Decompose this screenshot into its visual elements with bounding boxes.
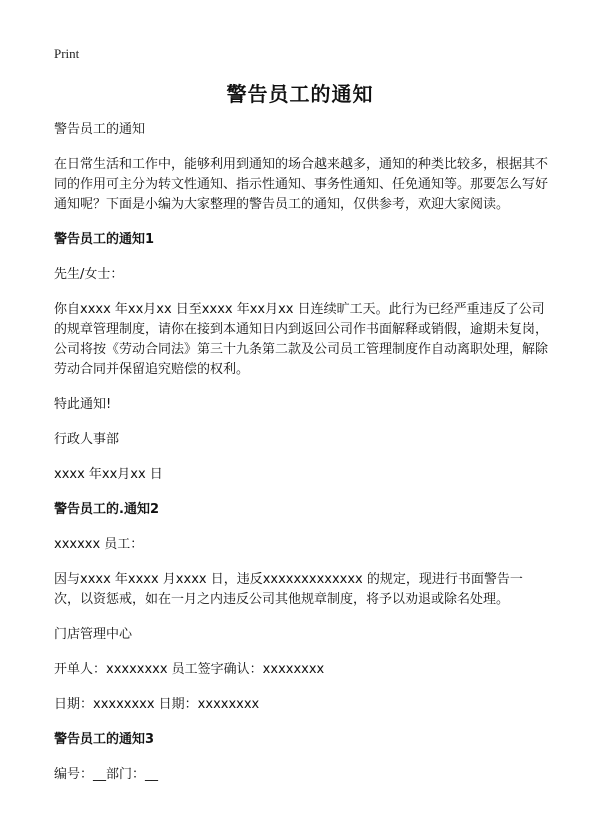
notice-3-heading: 警告员工的通知3 [54, 732, 155, 747]
intro-paragraph: 在日常生活和工作中，能够利用到通知的场合越来越多，通知的种类比较多，根据其不同的作用可主分为转文性通知、指示性通知、事务性通知、任免通知等。那要怎么写好通知呢？下面是小编为大家整理的警告员工的通知，仅供参考，欢迎大家阅读。 [54, 157, 549, 212]
print-link[interactable]: Print [54, 46, 80, 61]
notice-1-department: 行政人事部 [54, 432, 120, 447]
notice-2-heading: 警告员工的.通知2 [54, 502, 159, 517]
notice-1-heading: 警告员工的通知1 [54, 232, 155, 247]
notice-2-salutation: xxxxxx 员工： [54, 537, 144, 552]
notice-1-body: 你自xxxx 年xx月xx 日至xxxx 年xx月xx 日连续旷工天。此行为已经严重违反了公司的规章管理制度，请你在接到本通知日内到返回公司作书面解释或销假，逾期未复岗，公司将按《劳动合同法》第三十九条第二款及公司员工管理制度作自动离职处理，解除劳动合同并保留追究赔偿的权利。 [54, 302, 549, 377]
document-body [54, 120, 548, 800]
page-title: 警告员工的通知 [226, 82, 374, 106]
notice-3-fields: 编号：__部门：__ [54, 767, 159, 782]
notice-2-signatures: 开单人：xxxxxxxx 员工签字确认：xxxxxxxx [54, 662, 325, 677]
notice-2-department: 门店管理中心 [54, 627, 133, 642]
notice-2-body: 因与xxxx 年xxxx 月xxxx 日，违反xxxxxxxxxxxxx 的规定，现进行书面警告一次，以资惩戒，如在一月之内违反公司其他规章制度，将予以劝退或除名处理。 [54, 572, 523, 607]
notice-2-dates: 日期：xxxxxxxx 日期：xxxxxxxx [54, 697, 260, 712]
subtitle: 警告员工的通知 [54, 122, 146, 137]
notice-1-closing: 特此通知! [54, 397, 112, 412]
notice-1-date: xxxx 年xx月xx 日 [54, 467, 163, 482]
notice-1-salutation: 先生/女士： [54, 267, 124, 282]
